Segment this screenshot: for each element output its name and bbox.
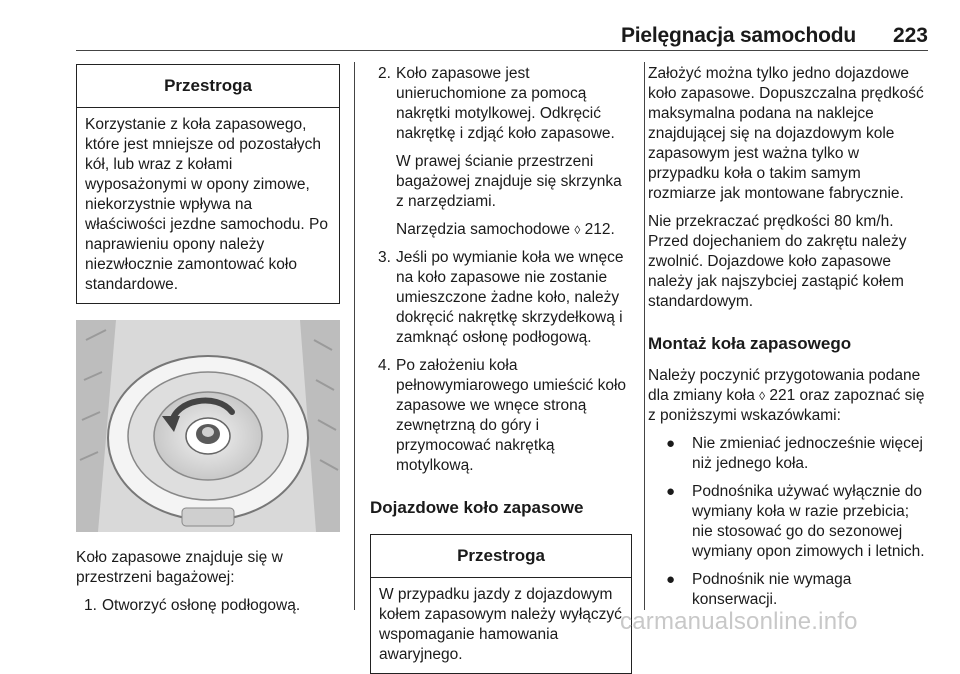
column-3 — [648, 64, 928, 610]
list-item-4 — [370, 356, 632, 476]
column-2 — [370, 64, 632, 674]
toolbox-note: W prawej ścianie przestrzeni bagażowej znajduje się skrzynka z narzędziami. — [396, 153, 622, 210]
column-divider-1 — [354, 62, 355, 610]
bullet-item — [648, 434, 928, 474]
list-text: Koło zapasowe jest unieruchomione za pomocą nakrętki motylkowej. Odkręcić nakrętkę i zdjąć koło zapasowe. — [396, 65, 615, 142]
list-number: 2. — [378, 65, 391, 82]
bullet-icon: ● — [666, 571, 676, 588]
caution-box-1 — [76, 64, 340, 304]
bullet-item — [648, 570, 928, 610]
watermark: carmanualsonline.info — [620, 608, 858, 635]
paragraph: Nie przekraczać prędkości 80 km/h. Przed dojechaniem do zakrętu należy zwolnić. Dojazdowe koło zapasowe należy jak najszybciej zastąpić kołem standardowym. — [648, 213, 907, 310]
list-item-2 — [370, 64, 632, 144]
reference-text: Narzędzia samochodowe — [396, 221, 575, 238]
spare-wheel-figure — [76, 320, 340, 532]
tools-reference — [370, 220, 632, 240]
page-reference-arrow-icon: ◊ — [574, 223, 581, 237]
page-number: 223 — [892, 24, 928, 47]
list-number: 4. — [378, 357, 391, 374]
caution-title: Przestroga — [371, 535, 631, 578]
caution-text: Korzystanie z koła zapasowego, które jest mniejsze od pozostałych kół, lub wraz z kołami wyposażonymi w opony zimowe, niekorzystnie wpływa na właściwości jezdne samochodu. Po naprawieniu opony należy niezwłocznie zamontować koło standardowe. — [85, 116, 328, 293]
list-text: Po założeniu koła pełnowymiarowego umieścić koło zapasowe we wnęce stroną zewnętrzną do góry i przymocować nakrętką motylkową. — [396, 357, 627, 474]
spare-wheel-illustration — [76, 320, 340, 532]
list-number: 1. — [84, 597, 97, 614]
bullet-item — [648, 482, 928, 562]
bullet-text: Podnośnik nie wymaga konserwacji. — [692, 571, 852, 608]
reference-page: 221 oraz zapoznać się z poniższymi wskazówkami: — [648, 387, 925, 424]
list-item-3 — [370, 248, 632, 348]
paragraph — [648, 366, 928, 426]
column-1 — [76, 64, 340, 616]
paragraph-text: Należy poczynić przygotowania podane dla zmiany koła — [648, 367, 921, 404]
paragraph: Założyć można tylko jedno dojazdowe koło zapasowe. Dopuszczalna prędkość maksymalna podana na naklejce znajdującej się na dojazdowym kole zapasowym jest ważna tylko w przypadku koła o takim samym rozmiarze jak montowane fabrycznie. — [648, 65, 924, 202]
bullet-text: Podnośnika używać wyłącznie do wymiany koła w razie przebicia; nie stosować go do sezonowej wymiany opon zimowych i letnich. — [692, 483, 925, 560]
list-item-1 — [76, 596, 340, 616]
reference-page: 212. — [580, 221, 615, 238]
header-rule — [76, 50, 928, 51]
caution-text: W przypadku jazdy z dojazdowym kołem zapasowym należy wyłączyć wspomaganie hamowania awaryjnego. — [379, 586, 622, 663]
list-text: Jeśli po wymianie koła we wnęce na koło zapasowe nie zostanie umieszczone żadne koło, należy dokręcić nakrętkę skrzydełkową i zamknąć osłonę podłogową. — [396, 249, 624, 346]
caution-title: Przestroga — [77, 65, 339, 108]
section-title: Pielęgnacja samochodu — [620, 24, 856, 47]
intro-text: Koło zapasowe znajduje się w przestrzeni bagażowej: — [76, 549, 283, 586]
section-heading: Dojazdowe koło zapasowe — [370, 498, 584, 517]
list-text: Otworzyć osłonę podłogową. — [102, 597, 301, 614]
bullet-icon: ● — [666, 483, 676, 500]
bullet-text: Nie zmieniać jednocześnie więcej niż jednego koła. — [692, 435, 923, 472]
column-divider-2 — [644, 62, 645, 610]
bullet-icon: ● — [666, 435, 676, 452]
list-number: 3. — [378, 249, 391, 266]
page-header — [76, 24, 928, 48]
caution-box-2 — [370, 534, 632, 674]
section-heading: Montaż koła zapasowego — [648, 334, 852, 353]
page-reference-arrow-icon: ◊ — [759, 389, 766, 403]
